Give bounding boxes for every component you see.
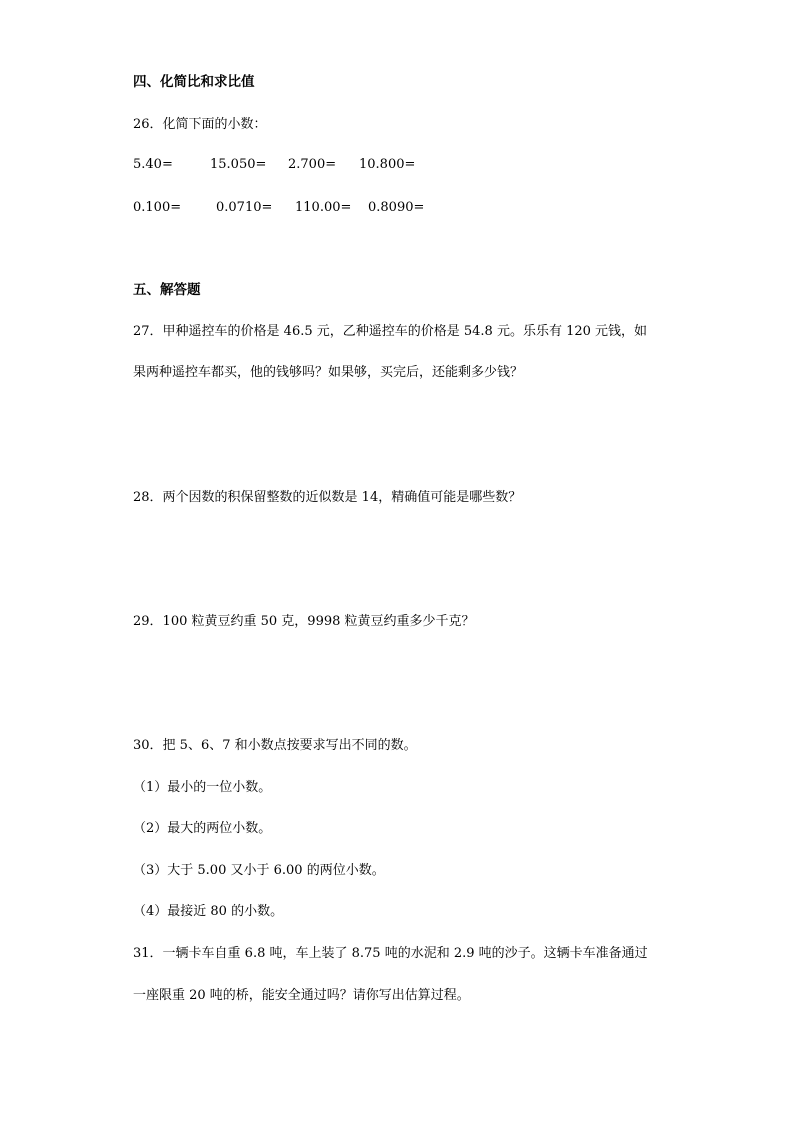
question-27-line-1: 27．甲种遥控车的价格是 46.5 元，乙种遥控车的价格是 54.8 元。乐乐有 120 元钱，如 [133, 324, 648, 339]
question-30-part-4: （4）最接近 80 的小数。 [133, 904, 284, 919]
section-4-heading: 四、化简比和求比值 [133, 74, 255, 90]
question-30-part-2: （2）最大的两位小数。 [133, 821, 272, 836]
question-31-line-1: 31．一辆卡车自重 6.8 吨，车上装了 8.75 吨的水泥和 2.9 吨的沙子。这辆卡车准备通过 [133, 946, 648, 961]
question-30-stem: 30．把 5、6、7 和小数点按要求写出不同的数。 [133, 738, 417, 753]
question-31-line-2: 一座限重 20 吨的桥，能安全通过吗？请你写出估算过程。 [133, 988, 470, 1003]
decimal-item: 5.40= [133, 157, 173, 172]
decimal-item: 10.800= [359, 157, 416, 172]
decimal-item: 0.100= [133, 200, 182, 215]
decimal-item: 110.00= [295, 200, 352, 215]
question-30-part-3: （3）大于 5.00 又小于 6.00 的两位小数。 [133, 863, 385, 878]
decimal-item: 0.0710= [216, 200, 273, 215]
question-26-row-1 [133, 158, 533, 174]
decimal-item: 0.8090= [368, 200, 425, 215]
question-27-line-2: 果两种遥控车都买，他的钱够吗？如果够，买完后，还能剩多少钱？ [133, 365, 524, 380]
question-29-line-1: 29．100 粒黄豆约重 50 克，9998 粒黄豆约重多少千克？ [133, 614, 475, 629]
question-26-stem: 26．化简下面的小数： [133, 117, 267, 132]
decimal-item: 2.700= [288, 157, 337, 172]
decimal-item: 15.050= [210, 157, 267, 172]
question-26-row-2 [133, 201, 533, 217]
section-5-heading: 五、解答题 [133, 282, 201, 298]
question-28-line-1: 28．两个因数的积保留整数的近似数是 14，精确值可能是哪些数？ [133, 490, 522, 505]
question-30-part-1: （1）最小的一位小数。 [133, 780, 272, 795]
